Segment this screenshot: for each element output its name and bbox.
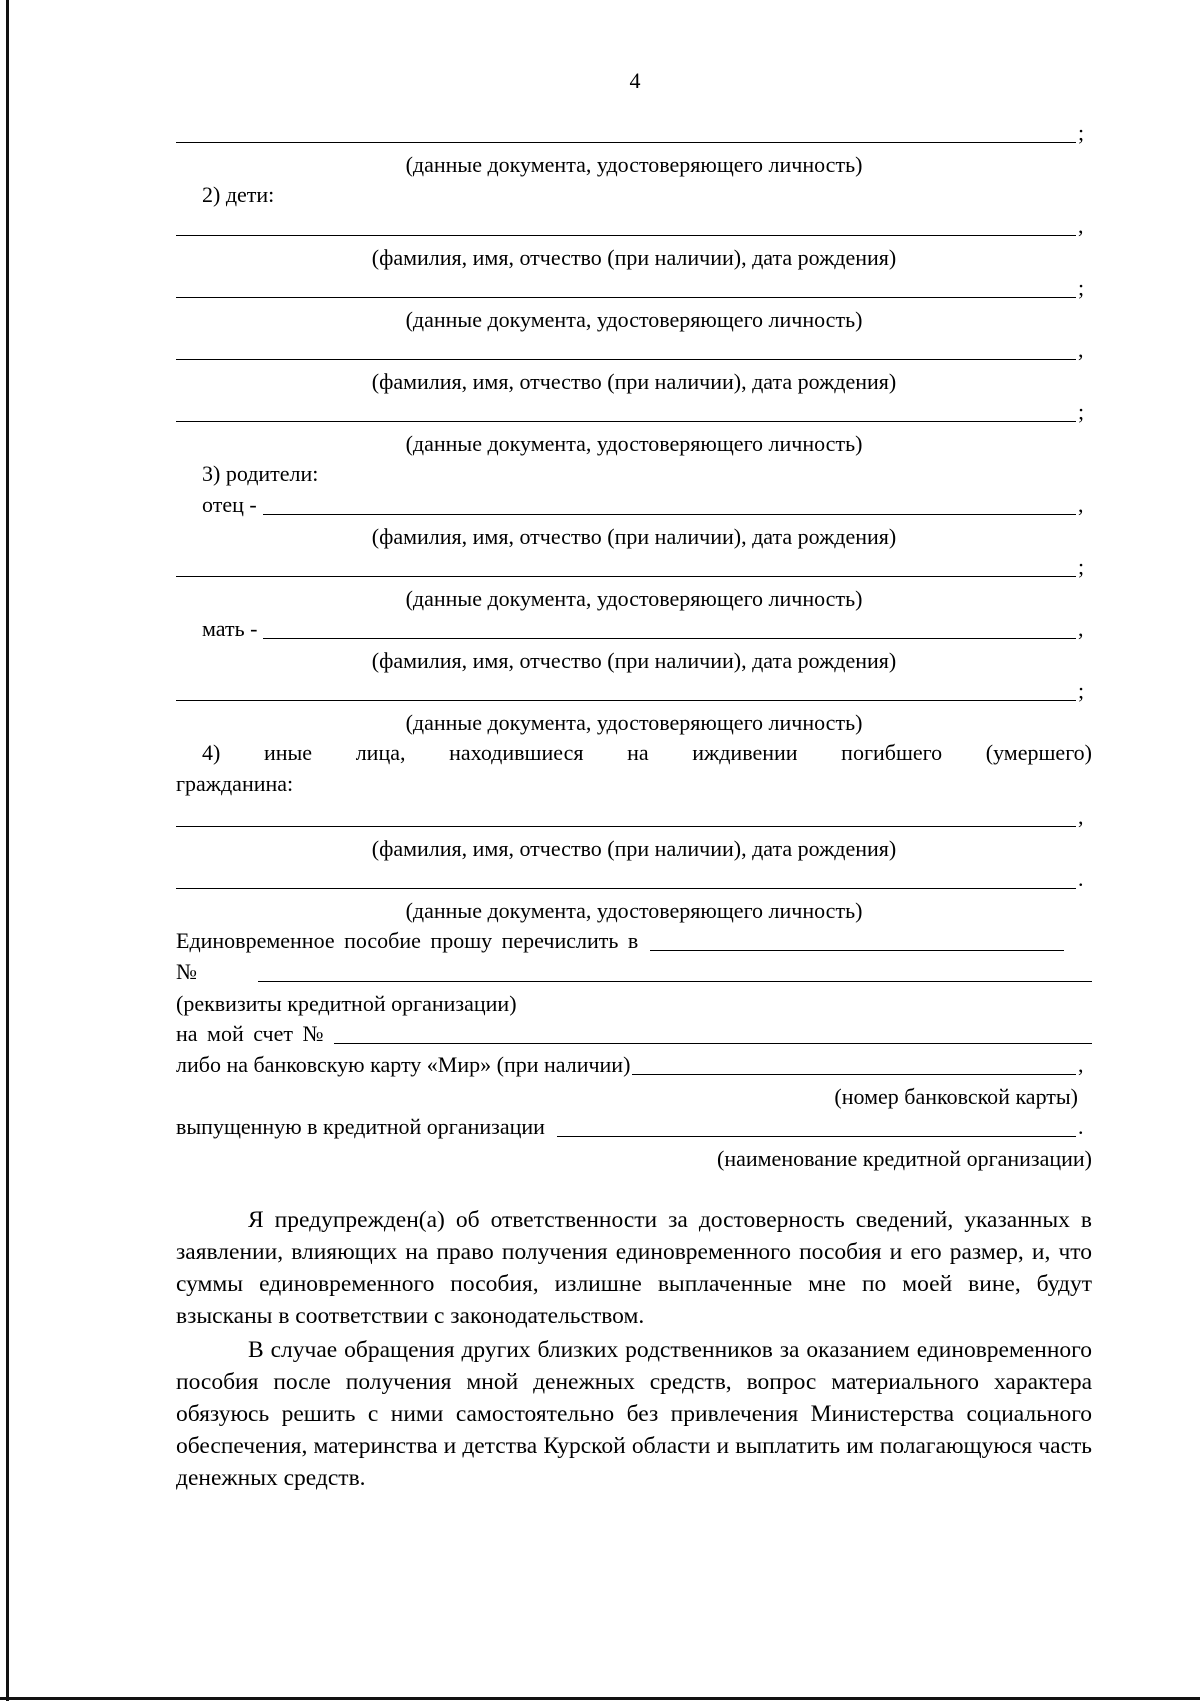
page-border-bottom <box>0 1697 1200 1700</box>
punctuation: . <box>1078 1114 1084 1139</box>
form-line <box>176 864 1092 895</box>
mother-field[interactable] <box>263 616 1076 639</box>
punctuation: ; <box>1078 275 1085 300</box>
page-border-left <box>6 0 9 1701</box>
form-line <box>176 676 1092 707</box>
section-dependents-cont <box>176 769 1092 800</box>
blank-field[interactable] <box>176 399 1076 422</box>
section-dependents <box>176 738 1092 769</box>
bank-field[interactable] <box>650 928 1064 951</box>
section-label: 3) родители: <box>202 461 319 486</box>
mother-label: мать - <box>202 616 258 641</box>
form-line <box>176 552 1092 583</box>
caption-fio: (фамилия, имя, отчество (при наличии), дата рождения) <box>371 836 897 861</box>
form-line <box>176 335 1092 366</box>
caption-fio: (фамилия, имя, отчество (при наличии), дата рождения) <box>371 648 897 673</box>
blank-field[interactable] <box>176 120 1076 143</box>
blank-field[interactable] <box>176 804 1076 827</box>
punctuation: , <box>1078 337 1084 362</box>
account-line <box>176 1019 1092 1050</box>
blank-field[interactable] <box>176 866 1076 889</box>
number-sign: № <box>176 959 197 984</box>
caption-fio: (фамилия, имя, отчество (при наличии), дата рождения) <box>371 369 897 394</box>
declaration-paragraph-1: Я предупрежден(а) об ответственности за достоверность сведений, указанных в заявлении, влияющих на право получения единовременного пособия и его размер, и, что суммы единовременного пособия, излишне выплаченные мне по моей вине, будут взысканы в соответствии с законодательством. <box>176 1207 1092 1329</box>
section-label: 2) дети: <box>202 182 275 207</box>
blank-field[interactable] <box>176 554 1076 577</box>
punctuation: ; <box>1078 678 1085 703</box>
form-line <box>176 802 1092 833</box>
card-line <box>176 1050 1092 1081</box>
caption-id-doc: (данные документа, удостоверяющего личность) <box>405 307 863 332</box>
number-line <box>176 957 1092 988</box>
declaration-paragraphs <box>176 1204 1092 1494</box>
caption-bank-details: (реквизиты кредитной организации) <box>176 991 517 1016</box>
card-label: либо на банковскую карту «Мир» (при наличии) <box>176 1052 631 1077</box>
issued-line <box>176 1112 1092 1143</box>
punctuation: ; <box>1078 399 1085 424</box>
punctuation: , <box>1078 616 1084 641</box>
form-content <box>176 118 1092 1494</box>
form-line <box>176 211 1092 242</box>
page-number: 4 <box>629 68 641 93</box>
form-line <box>176 397 1092 428</box>
caption-card-number: (номер банковской карты) <box>834 1084 1078 1109</box>
punctuation: . <box>1078 866 1084 891</box>
issued-label: выпущенную в кредитной организации <box>176 1114 545 1139</box>
declaration-paragraph-2: В случае обращения других близких родственников за оказанием единовременного пособия после получения мной денежных средств, вопрос материального характера обязуюсь решить с ними самостоятельно без привлечения Министерства социального обеспечения, материнства и детства Курской области и выплатить им полагающуюся часть денежных средств. <box>176 1337 1092 1491</box>
mother-line <box>176 614 1092 645</box>
blank-field[interactable] <box>176 337 1076 360</box>
punctuation: , <box>1078 213 1084 238</box>
punctuation: , <box>1078 492 1084 517</box>
caption-fio: (фамилия, имя, отчество (при наличии), дата рождения) <box>371 245 897 270</box>
caption-id-doc: (данные документа, удостоверяющего личность) <box>405 431 863 456</box>
section-label: 4) иные лица, находившиеся на иждивении погибшего (умершего) <box>202 740 1092 765</box>
caption-id-doc: (данные документа, удостоверяющего личность) <box>405 586 863 611</box>
blank-field[interactable] <box>176 678 1076 701</box>
form-line <box>176 273 1092 304</box>
caption-id-doc: (данные документа, удостоверяющего личность) <box>405 898 863 923</box>
father-line <box>176 490 1092 521</box>
payment-transfer-line <box>176 926 1092 957</box>
account-label: на мой счет № <box>176 1021 324 1046</box>
account-field[interactable] <box>334 1021 1093 1044</box>
punctuation: , <box>1078 1052 1084 1077</box>
blank-field[interactable] <box>176 213 1076 236</box>
section-label-cont: гражданина: <box>176 771 294 796</box>
caption-fio: (фамилия, имя, отчество (при наличии), дата рождения) <box>371 524 897 549</box>
blank-field[interactable] <box>176 275 1076 298</box>
section-parents <box>176 459 1092 490</box>
father-field[interactable] <box>263 492 1076 515</box>
caption-bank-name: (наименование кредитной организации) <box>717 1146 1092 1171</box>
father-label: отец - <box>202 492 257 517</box>
card-field[interactable] <box>632 1052 1076 1075</box>
form-line <box>176 118 1092 149</box>
caption-id-doc: (данные документа, удостоверяющего личность) <box>405 152 863 177</box>
caption-id-doc: (данные документа, удостоверяющего личность) <box>405 710 863 735</box>
punctuation: ; <box>1078 120 1085 145</box>
section-children <box>176 180 1092 211</box>
punctuation: ; <box>1078 554 1085 579</box>
bank-details-field[interactable] <box>258 959 1092 982</box>
payment-transfer-label: Единовременное пособие прошу перечислить в <box>176 928 639 953</box>
bank-name-field[interactable] <box>557 1114 1076 1137</box>
punctuation: , <box>1078 804 1084 829</box>
